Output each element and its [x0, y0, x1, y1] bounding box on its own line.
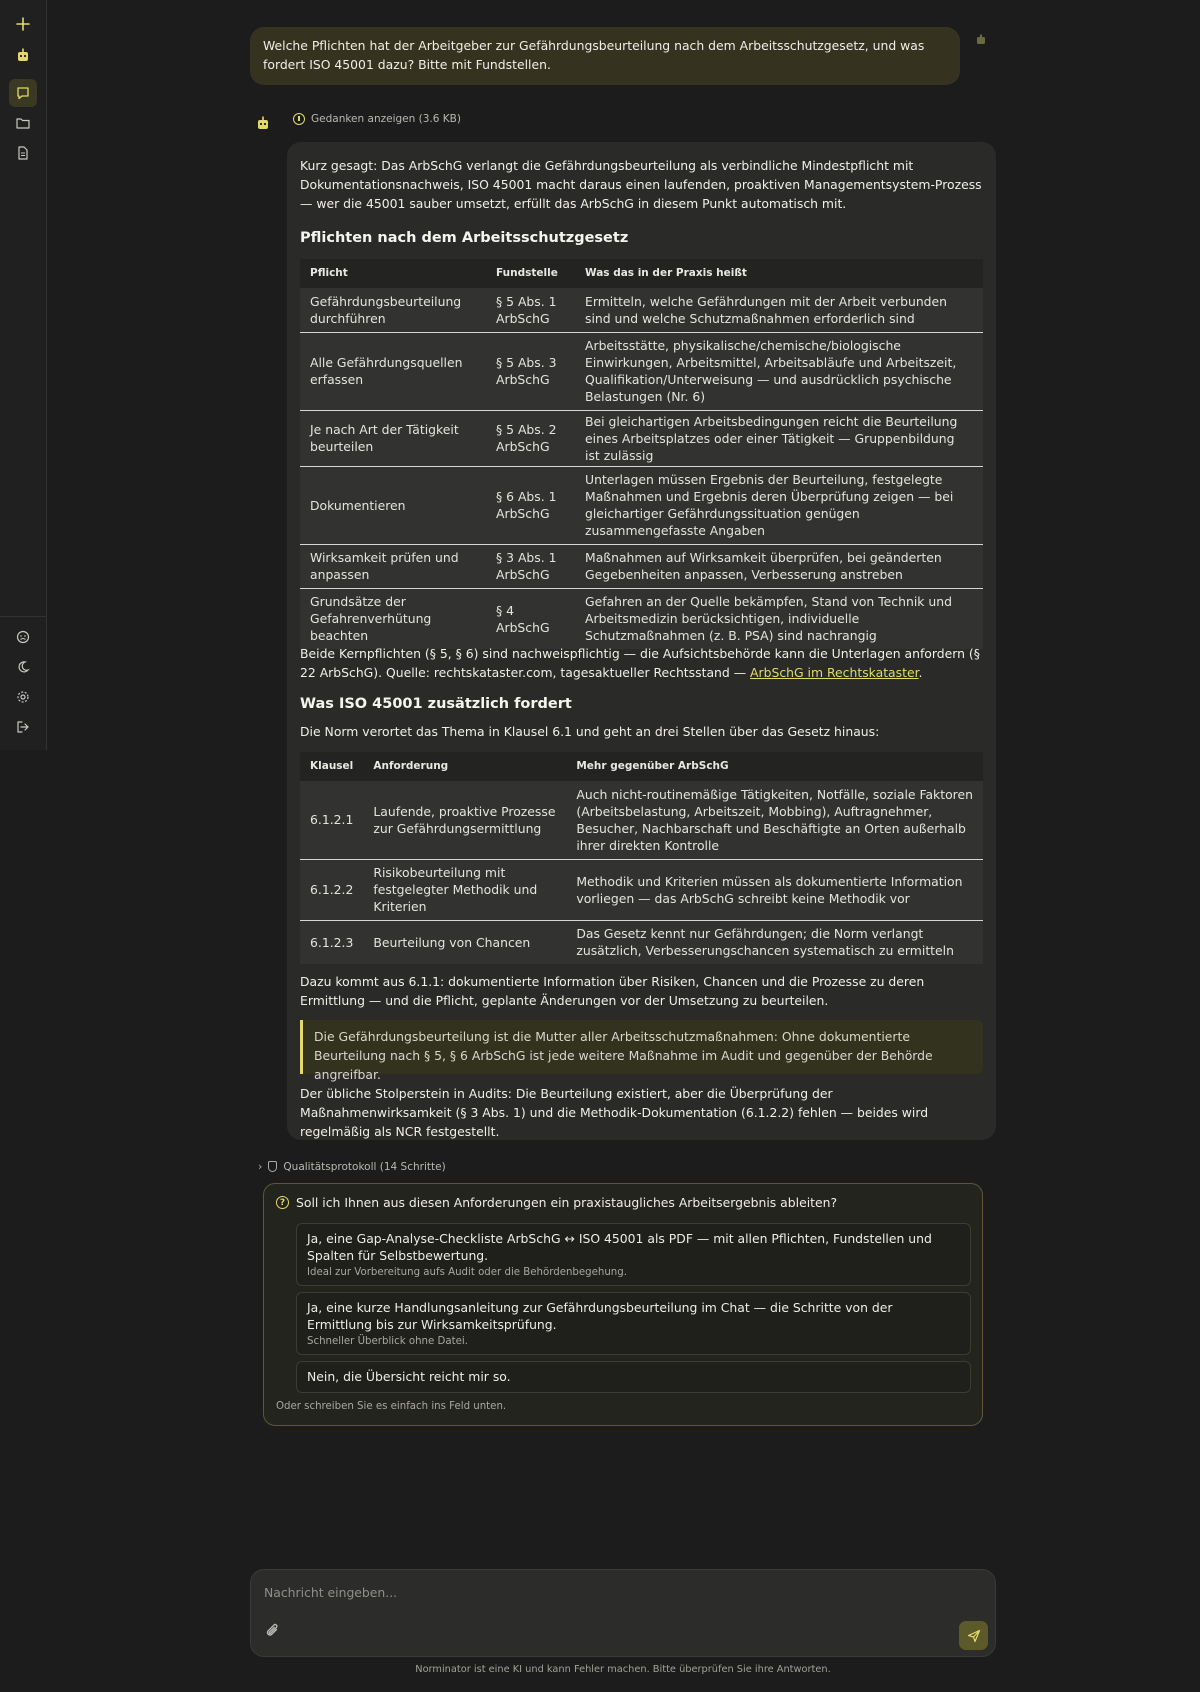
table-header: Anforderung — [363, 752, 566, 781]
table-row — [300, 332, 983, 410]
send-icon — [967, 1629, 981, 1643]
quality-log-label: Qualitätsprotokoll (14 Schritte) — [283, 1160, 446, 1173]
followup-question — [276, 1195, 837, 1210]
disclaimer: Norminator ist eine KI und kann Fehler machen. Bitte überprüfen Sie ihre Antworten. — [415, 1664, 831, 1675]
followup-question-text: Soll ich Ihnen aus diesen Anforderungen ein praxistaugliches Arbeitsergebnis ableiten? — [296, 1195, 838, 1210]
table-header: Pflicht — [300, 259, 486, 288]
chat-icon[interactable] — [9, 79, 37, 107]
table-cell: Ermitteln, welche Gefährdungen mit der Arbeit verbunden sind und welche Schutzmaßnahmen erforderlich sind — [575, 288, 983, 332]
table-cell: 6.1.2.1 — [300, 781, 363, 859]
followup-option-checklist[interactable] — [296, 1223, 971, 1286]
heading-arbschg: Pflichten nach dem Arbeitsschutzgesetz — [300, 230, 629, 246]
bot-icon[interactable] — [9, 41, 37, 69]
table-cell: Das Gesetz kennt nur Gefährdungen; die Norm verlangt zusätzlich, Verbesserungschancen systematisch zu ermitteln — [566, 920, 983, 964]
arbschg-table — [300, 259, 983, 649]
thoughts-icon — [293, 113, 305, 125]
table-header: Fundstelle — [486, 259, 575, 288]
sources-end: . — [918, 665, 923, 680]
table-cell: Beurteilung von Chancen — [363, 920, 566, 964]
table-cell: Alle Gefährdungsquellen erfassen — [300, 332, 486, 410]
table-cell: § 3 Abs. 1 ArbSchG — [486, 544, 575, 588]
table-row — [300, 466, 983, 544]
option-label: Ja, eine Gap-Analyse-Checkliste ArbSchG ↔ ISO 45001 als PDF — mit allen Pflichten, Fundstellen und Spalten für Selbstbewertung. — [307, 1231, 932, 1263]
sources-paragraph — [300, 644, 985, 682]
iso-intro: Die Norm verortet das Thema in Klausel 6.1 und geht an drei Stellen über das Gesetz hinaus: — [300, 724, 880, 739]
table-row — [300, 859, 983, 920]
table-cell: Auch nicht-routinemäßige Tätigkeiten, Notfälle, soziale Faktoren (Arbeitsbelastung, Arbeitszeit, Mobbing), Auftragnehmer, Besucher, Nachbarschaft und Beschäftigte an Orten außerhalb ihrer direkten Kontrolle — [566, 781, 983, 859]
table-cell: Bei gleichartigen Arbeitsbedingungen reicht die Beurteilung eines Arbeitsplatzes oder einer Tätigkeit — Gruppenbildung ist zulässig — [575, 410, 983, 466]
table-cell: 6.1.2.3 — [300, 920, 363, 964]
table-cell: Grundsätze der Gefahrenverhütung beachten — [300, 588, 486, 649]
table-header: Was das in der Praxis heißt — [575, 259, 983, 288]
chevron-right-icon: › — [258, 1160, 263, 1173]
question-icon: ? — [276, 1196, 289, 1209]
table-cell: § 4 ArbSchG — [486, 588, 575, 649]
iso-table — [300, 752, 983, 964]
paperclip-icon[interactable] — [264, 1622, 284, 1642]
table-cell: Methodik und Kriterien müssen als dokumentierte Information vorliegen — das ArbSchG schreibt keine Methodik vor — [566, 859, 983, 920]
table-cell: § 5 Abs. 3 ArbSchG — [486, 332, 575, 410]
table-cell: Unterlagen müssen Ergebnis der Beurteilung, festgelegte Maßnahmen und Ergebnis deren Überprüfung zeigen — bei gleichartiger Gefährdungssituation genügen zusammengefasste Angaben — [575, 466, 983, 544]
shield-icon — [268, 1161, 277, 1172]
document-icon[interactable] — [9, 139, 37, 167]
thoughts-label: Gedanken anzeigen (3.6 KB) — [311, 113, 461, 125]
table-header: Mehr gegenüber ArbSchG — [566, 752, 983, 781]
message-composer — [250, 1569, 996, 1657]
quality-log-toggle[interactable] — [258, 1160, 446, 1173]
followup-card — [263, 1183, 983, 1426]
answer-intro: Kurz gesagt: Das ArbSchG verlangt die Gefährdungsbeurteilung als verbindliche Mindestpflicht mit Dokumentationsnachweis, ISO 45001 macht daraus einen laufenden, proaktiven Managementsystem-Prozess — wer die 45001 sauber umsetzt, erfüllt das ArbSchG in diesem Punkt automatisch mit. — [300, 158, 982, 211]
show-thoughts-toggle[interactable] — [293, 113, 461, 125]
table-cell: Wirksamkeit prüfen und anpassen — [300, 544, 486, 588]
option-sublabel: Ideal zur Vorbereitung aufs Audit oder die Behördenbegehung. — [307, 1267, 627, 1278]
assistant-answer — [287, 142, 996, 1140]
table-row — [300, 588, 983, 649]
sources-text: Beide Kernpflichten (§ 5, § 6) sind nachweispflichtig — die Aufsichtsbehörde kann die Unterlagen anfordern (§ 22 ArbSchG). Quelle: rechtskataster.com, tagesaktueller Rechtsstand — — [300, 646, 980, 680]
table-row — [300, 288, 983, 332]
assistant-avatar-icon — [257, 115, 271, 131]
heading-iso: Was ISO 45001 zusätzlich fordert — [300, 696, 572, 712]
table-header: Klausel — [300, 752, 363, 781]
table-cell: Arbeitsstätte, physikalische/chemische/biologische Einwirkungen, Arbeitsmittel, Arbeitsabläufe und Arbeitszeit, Qualifikation/Unterweisung — und ausdrücklich psychische Belastungen (Nr. 6) — [575, 332, 983, 410]
table-cell: Gefährdungsbeurteilung durchführen — [300, 288, 486, 332]
send-button[interactable] — [959, 1621, 988, 1650]
table-cell: § 5 Abs. 2 ArbSchG — [486, 410, 575, 466]
message-input[interactable] — [264, 1581, 864, 1603]
option-label: Ja, eine kurze Handlungsanleitung zur Gefährdungsbeurteilung im Chat — die Schritte von der Ermittlung bis zur Wirksamkeitsprüfung. — [307, 1300, 893, 1332]
table-row — [300, 781, 983, 859]
folder-icon[interactable] — [9, 109, 37, 137]
audit-pitfall: Der übliche Stolperstein in Audits: Die Beurteilung existiert, aber die Überprüfung der Maßnahmenwirksamkeit (§ 3 Abs. 1) und die Methodik-Dokumentation (6.1.2.2) fehlen — beides wird regelmäßig als NCR festgestellt. — [300, 1086, 929, 1139]
table-cell: Je nach Art der Tätigkeit beurteilen — [300, 410, 486, 466]
table-cell: § 5 Abs. 1 ArbSchG — [486, 288, 575, 332]
table-cell: § 6 Abs. 1 ArbSchG — [486, 466, 575, 544]
option-sublabel: Schneller Überblick ohne Datei. — [307, 1336, 468, 1347]
table-cell: 6.1.2.2 — [300, 859, 363, 920]
table-row — [300, 544, 983, 588]
sidebar — [0, 0, 47, 750]
logout-icon[interactable] — [9, 713, 37, 741]
iso-addendum: Dazu kommt aus 6.1.1: dokumentierte Information über Risiken, Chancen und die Prozesse zu deren Ermittlung — und die Pflicht, geplante Änderungen vor der Umsetzung zu beurteilen. — [300, 974, 925, 1008]
followup-option-guide[interactable] — [296, 1292, 971, 1355]
rechtskataster-link[interactable]: ArbSchG im Rechtskataster — [750, 665, 919, 680]
option-label: Nein, die Übersicht reicht mir so. — [307, 1369, 511, 1384]
face-icon[interactable] — [9, 623, 37, 651]
table-cell: Risikobeurteilung mit festgelegter Methodik und Kriterien — [363, 859, 566, 920]
table-row — [300, 920, 983, 964]
table-cell: Maßnahmen auf Wirksamkeit überprüfen, bei geänderten Gegebenheiten anpassen, Verbesserung anstreben — [575, 544, 983, 588]
table-cell: Gefahren an der Quelle bekämpfen, Stand von Technik und Arbeitsmedizin berücksichtigen, individuelle Schutzmaßnahmen (z. B. PSA) sind nachrangig — [575, 588, 983, 649]
highlight-quote: Die Gefährdungsbeurteilung ist die Mutter aller Arbeitsschutzmaßnahmen: Ohne dokumentierte Beurteilung nach § 5, § 6 ArbSchG ist jede weitere Maßnahme im Audit und gegenüber der Behörde angreifbar. — [300, 1020, 983, 1074]
theme-icon[interactable] — [9, 653, 37, 681]
gear-icon[interactable] — [9, 683, 37, 711]
table-cell: Dokumentieren — [300, 466, 486, 544]
plus-icon[interactable] — [9, 10, 37, 38]
user-avatar-icon — [975, 33, 989, 47]
followup-hint: Oder schreiben Sie es einfach ins Feld unten. — [276, 1401, 507, 1412]
table-cell: Laufende, proaktive Prozesse zur Gefährdungsermittlung — [363, 781, 566, 859]
followup-option-no[interactable] — [296, 1361, 971, 1393]
user-message: Welche Pflichten hat der Arbeitgeber zur Gefährdungsbeurteilung nach dem Arbeitsschutzgesetz, und was fordert ISO 45001 dazu? Bitte mit Fundstellen. — [250, 27, 960, 85]
sidebar-divider — [0, 616, 46, 617]
table-row — [300, 410, 983, 466]
